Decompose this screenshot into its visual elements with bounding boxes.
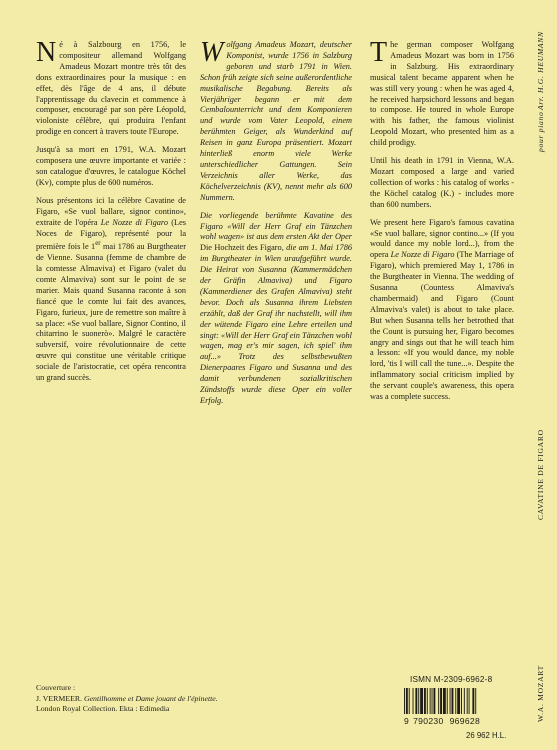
barcode-bar — [406, 688, 408, 714]
barcode-bar — [420, 688, 423, 714]
barcode-bar — [461, 688, 462, 714]
ismn-label: ISMN M-2309-6962-8 — [410, 675, 493, 684]
barcode-bar — [409, 688, 410, 714]
barcode-bar — [424, 688, 426, 714]
english-text-column — [370, 37, 514, 410]
barcode-bar — [457, 688, 460, 714]
german-paragraph-1: W olfgang Amadeus Mozart, deutscher Komponist, wurde 1756 in Salzburg geboren und starb 1791 in Wien. Schon früh zeigte sich seine außerordentliche musikalische Begabung. Bereits als Vierjähriger begann er mit dem Cembalounterricht und dem Komponieren und wurde vom Vater Leopold, einem berühmten Geiger, als Wunderkind auf Reisen in ganz Europa präsentiert. Mozart hinterließ enorm viele Werke unterschiedlicher Gattungen. Sein Verzeichnis aller Werke, das Köchelverzeichnis (KV), nennt mehr als 600 Nummern. — [200, 37, 352, 202]
barcode-bar — [475, 688, 476, 714]
barcode-bar — [472, 688, 474, 714]
barcode-bar — [464, 688, 465, 714]
barcode-bar — [418, 688, 419, 714]
english-paragraph-1: T he german composer Wolfgang Amadeus Mozart was born in 1756 in Salzburg. His extraordinary musical talent became apparent when he was still very young : when he was aged 4, he received harpsichord lessons and began to compose. He toured in whole Europe with his father, the famous violinist Leopold Mozart, who presented him as a child prodigy. — [370, 37, 514, 148]
barcode-bar — [467, 688, 468, 714]
barcode-bar — [452, 688, 454, 714]
barcode-bar — [450, 688, 451, 714]
barcode-digits: 9 790230 969628 — [404, 716, 481, 726]
barcode-bar — [469, 688, 470, 714]
english-paragraph-2: Until his death in 1791 in Vienna, W.A. Mozart composed a large and varied collection of works : his catalog of works - the Köchel catalog (K.) - includes more than 600 numbers. — [370, 156, 514, 209]
cover-collection: London Royal Collection. Ekta : Edimedia — [36, 704, 170, 713]
barcode-bar — [404, 688, 405, 714]
german-text-column — [200, 37, 352, 414]
barcode-bar — [443, 688, 446, 714]
cover-artwork: J. VERMEER. Gentilhomme et Dame jouant de l'épinette. — [36, 693, 218, 703]
barcode-bar — [447, 688, 448, 714]
barcode-bar — [415, 688, 417, 714]
french-paragraph-1: N é à Salzbourg en 1756, le compositeur allemand Wolfgang Amadeus Mozart montre très tôt des dons extraordinaires pour la musique : en effet, dès l'âge de 4 ans, il débute l'apprentissage du clavecin et commence à composer, encouragé par son père Léopold, violoniste célèbre, qui produira l'enfant prodige en concert à travers toute l'Europe. — [36, 37, 186, 137]
french-opera-title: Le Nozze di Figaro — [100, 217, 168, 227]
french-paragraph-3: Nous présentons ici la célèbre Cavatine de Figaro, «Se vuol ballare, signor contino», extraite de l'opéra Le Nozze di Figaro (Les Noces de Figaro), représenté pour la première fois le 1er mai 1786 au Burgtheater de Vienne. Susanna (femme de chambre de la comtesse Almaviva) et Figaro (valet du comte Almaviva) sont sur le point de se marier. Mais quand Susanna raconte à son fiancé que le comte lui fait des avances, Figaro, furieux, jure de remettre son maître à sa place: «Se vuol ballare, Signor Contino, il chitarrino le suonerò». Malgré le caractère subversif, voire révolutionnaire de cette œuvre qui constitue une véritable critique sociale de l'aristocratie, cet opéra rencontra un grand succès. — [36, 195, 186, 383]
german-paragraph-2: Die vorliegende berühmte Kavatine des Figaro «Will der Herr Graf ein Tänzchen wohl wagen» ist aus dem ersten Akt der Oper Die Hochzeit des Figaro, die am 1. Mai 1786 im Burgtheater in Wien uraufgeführt wurde. Die Heirat von Susanna (Kammermädchen der Gräfin Almaviva) und Figaro (Kammerdiener des Grafen Almaviva) steht bevor. Doch als Susanna ihrem Liebsten erzählt, daß der Graf ihr nachstellt, will ihm der wütende Figaro eine Lehre erteilen und singt: «Will der Herr Graf ein Tänzchen wohl wagen, mag er's mir sagen, ich spiel' ihm auf...» Trotz des selbstbewußten Dienerpaares Figaro und Susanna und des damit verbundenen sozialkritischen Zündstoffs wurde diese Oper ein voller Erfolg. — [200, 210, 352, 405]
french-text-column — [36, 37, 186, 391]
catalog-number: 26 962 H.L. — [466, 731, 507, 740]
barcode-image — [404, 688, 514, 714]
spine-instrument: pour piano — [536, 111, 545, 152]
french-paragraph-2: Jusqu'à sa mort en 1791, W.A. Mozart composera une œuvre importante et variée : son catalogue d'œuvres, le catalogue Köchel (Kv), compte plus de 600 numéros. — [36, 145, 186, 187]
english-paragraph-3: We present here Figaro's famous cavatina «Se vuol ballare, signor contino...» (If you would dance my noble lord...), from the opera Le Nozze di Figaro (The Marriage of Figaro), which premiered May 1, 1786 in the Burgtheater in Vienna. The wedding of Susanna (Countess Almaviva's chambermaid) and Figaro (Count Almaviva's valet) is about to take place. But when Susanna tells her betrothed that the Count is pursuing her, Figaro becomes angry and sings out that he will teach him a lesson: «If you would dance, my noble lord, 'tis I will call the tune...». Despite the inflammatory social criticism implied by the servant couple's awareness, this opera was a complete success. — [370, 217, 514, 402]
barcode-bar — [427, 688, 428, 714]
spine-composer: W.A. MOZART — [536, 665, 545, 722]
barcode-bar — [432, 688, 433, 714]
german-opera-title: Die Hochzeit des Figaro — [200, 243, 282, 253]
cover-credit — [36, 683, 218, 715]
barcode-bar — [440, 688, 442, 714]
barcode-bar — [455, 688, 456, 714]
barcode-bar — [413, 688, 414, 714]
barcode-bar — [433, 688, 435, 714]
cover-heading: Couverture : — [36, 683, 76, 692]
spine-title: CAVATINE DE FIGARO — [536, 429, 545, 520]
spine-arranger: Arr. H.G. HEUMANN — [536, 31, 545, 110]
english-opera-title: Le Nozze di Figaro — [390, 250, 455, 260]
barcode-bar — [438, 688, 439, 714]
barcode-bar — [430, 688, 431, 714]
